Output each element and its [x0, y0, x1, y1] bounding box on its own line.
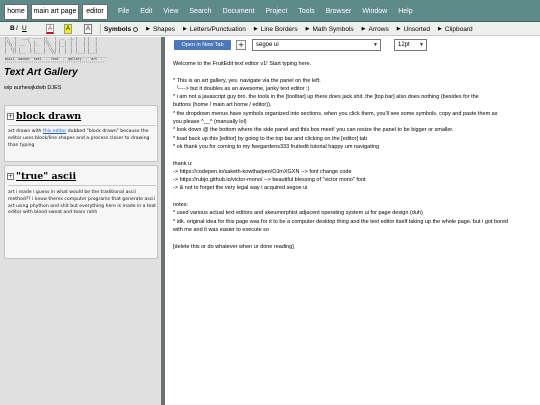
- card-divider: [8, 185, 156, 186]
- triangle-right-icon: ▶: [361, 26, 366, 32]
- arrows-dropdown[interactable]: Arrows: [368, 25, 389, 33]
- clipboard-dropdown[interactable]: Clipboard: [444, 25, 473, 33]
- chevron-down-icon: ▼: [419, 42, 424, 48]
- font-family-value: segoe ui: [256, 42, 279, 48]
- font-size-value: 12pt: [398, 42, 410, 48]
- gallery-card-block-drawn: [4, 105, 158, 162]
- card-text-prefix: art drawn with: [8, 129, 43, 134]
- editor-header: [169, 37, 540, 54]
- add-button[interactable]: +: [236, 40, 246, 50]
- bold-button[interactable]: B: [10, 25, 15, 32]
- card-description: [8, 129, 156, 149]
- card-text-suffix: dubbed "block drawn" because the editor uses block/line shapes and a process closer to drawing than typing: [8, 129, 150, 148]
- ascii-banner-art: |\ | ___/ .--- |\ | __ _|_ | | | | |\\ | \ | |\\ | | | | | | | | | \\ | .--- | |-- | \\ | |__| | | | | | | \\| | | | | \\ | | | | | | | | | \\ |___ / |___ | \\| | | | |___| |___| _____________________________________________________ ascii banner text . font . gallery . art . '''''''''''''''''''''''''''''''''''''''''''''''''''': [4, 37, 107, 65]
- chevron-down-icon: ▼: [373, 42, 378, 48]
- symbols-label: Symbols: [104, 25, 132, 33]
- menu-view[interactable]: View: [163, 7, 179, 15]
- wip-note: wip aurhewjkdwb DJES: [4, 85, 62, 91]
- triangle-right-icon: ▶: [305, 26, 310, 32]
- font-size-select[interactable]: [394, 39, 427, 51]
- card-title-block-drawn[interactable]: block drawn: [16, 110, 82, 122]
- editor-textarea[interactable]: Welcome to the FruitEdit text editor v1! Start typing here. * This is an art gallery, yes. navigate via the panel on the left. └---> but it doubles as an awesome, janky text editor :) * i am not a javascript guy bro. the tools in the [toolbar] up there does jack shit. the [top bar] also does nothing (besides for the buttons (home / main art home / editor)). * the dropdown menus have symbols organized into sections. when you click them, you'll see some symbols. copy and paste them as you please ^__^ (manually lol) * look down @ the bottom where the side panel and this box meet! you can resize the panel to be bigger or smaller. * load back up this [editor] by going to the top bar and clicking on the [editor] tab * ok thank you for coming to my fwegardens333 fruitedit tutorial happy um navigating thank u: -> https://codepen.io/saketh-kowtha/pen/OJmXGXN --> font change code -> https://rubjo.github.io/victor-mono/ --> beautiful blessing of "victor mono" font -> & not to forget the very legal way i acquired segoe ui notes: * used various actual text editors and skeumorphist adjacent operating system ui for page design (duh) * idk. original idea for this page was for it to be a computer desktop thing and the text editor itself taking up the whole page. but i got bored with me and it was easier to execute so [delete this or do whatever when ur done reading]: [173, 61, 509, 250]
- menu-search[interactable]: Search: [189, 7, 212, 15]
- menu-tools[interactable]: Tools: [298, 7, 315, 15]
- text-style-button[interactable]: A: [85, 26, 90, 32]
- triangle-right-icon: ▶: [396, 26, 401, 32]
- menu-bar: [0, 0, 540, 22]
- triangle-right-icon: ▶: [253, 26, 258, 32]
- italic-button[interactable]: I: [16, 25, 18, 32]
- line-borders-dropdown[interactable]: Line Borders: [260, 25, 298, 33]
- math-symbols-dropdown[interactable]: Math Symbols: [312, 25, 354, 33]
- unsorted-dropdown[interactable]: Unsorted: [403, 25, 430, 33]
- tab-main-art-page[interactable]: main art page: [31, 4, 79, 20]
- sidebar-panel: [0, 37, 165, 405]
- symbols-dropdown[interactable]: [104, 26, 138, 33]
- gallery-title: Text Art Gallery: [4, 67, 78, 78]
- letters-dropdown[interactable]: Letters/Punctuation: [189, 25, 246, 33]
- menu-document[interactable]: Document: [222, 7, 255, 15]
- underline-button[interactable]: U: [22, 25, 27, 32]
- gallery-card-true-ascii: [4, 165, 158, 259]
- menu-file[interactable]: File: [118, 7, 130, 15]
- menu-items: [118, 0, 424, 22]
- highlight-color-button[interactable]: A: [65, 26, 70, 32]
- format-toolbar: [0, 22, 540, 36]
- triangle-right-icon: ▶: [437, 26, 442, 32]
- this-editor-link[interactable]: this editor: [42, 129, 67, 134]
- menu-edit[interactable]: Edit: [140, 7, 153, 15]
- card-header: [7, 109, 81, 123]
- menu-window[interactable]: Window: [362, 7, 388, 15]
- open-in-new-tab-button[interactable]: Open in New Tab: [174, 40, 231, 50]
- tab-home[interactable]: home: [4, 4, 28, 20]
- tab-editor[interactable]: editor: [82, 4, 108, 20]
- menu-browser[interactable]: Browser: [325, 7, 352, 15]
- card-title-true-ascii[interactable]: "true" ascii: [16, 170, 77, 182]
- font-family-select[interactable]: [252, 39, 381, 51]
- font-color-button[interactable]: A: [47, 26, 52, 32]
- shapes-dropdown[interactable]: Shapes: [152, 25, 175, 33]
- expand-plus-icon[interactable]: +: [8, 172, 14, 180]
- help-circle-icon: [133, 27, 138, 32]
- card-divider: [8, 125, 156, 126]
- menu-help[interactable]: Help: [398, 7, 413, 15]
- triangle-right-icon: ▶: [146, 26, 150, 32]
- triangle-right-icon: ▶: [183, 26, 187, 32]
- card-header: [7, 169, 76, 183]
- card-description: art i made i guess in what would be the traditional ascii method?? i know theres computer programs that generate ascii art using phython and shit but everything here is made in a text editor with blood sweat and tears rahh: [8, 190, 156, 216]
- expand-plus-icon[interactable]: +: [8, 112, 14, 120]
- symbol-menus: [104, 22, 481, 36]
- menu-project[interactable]: Project: [265, 7, 288, 15]
- toolbar-divider: [100, 24, 101, 34]
